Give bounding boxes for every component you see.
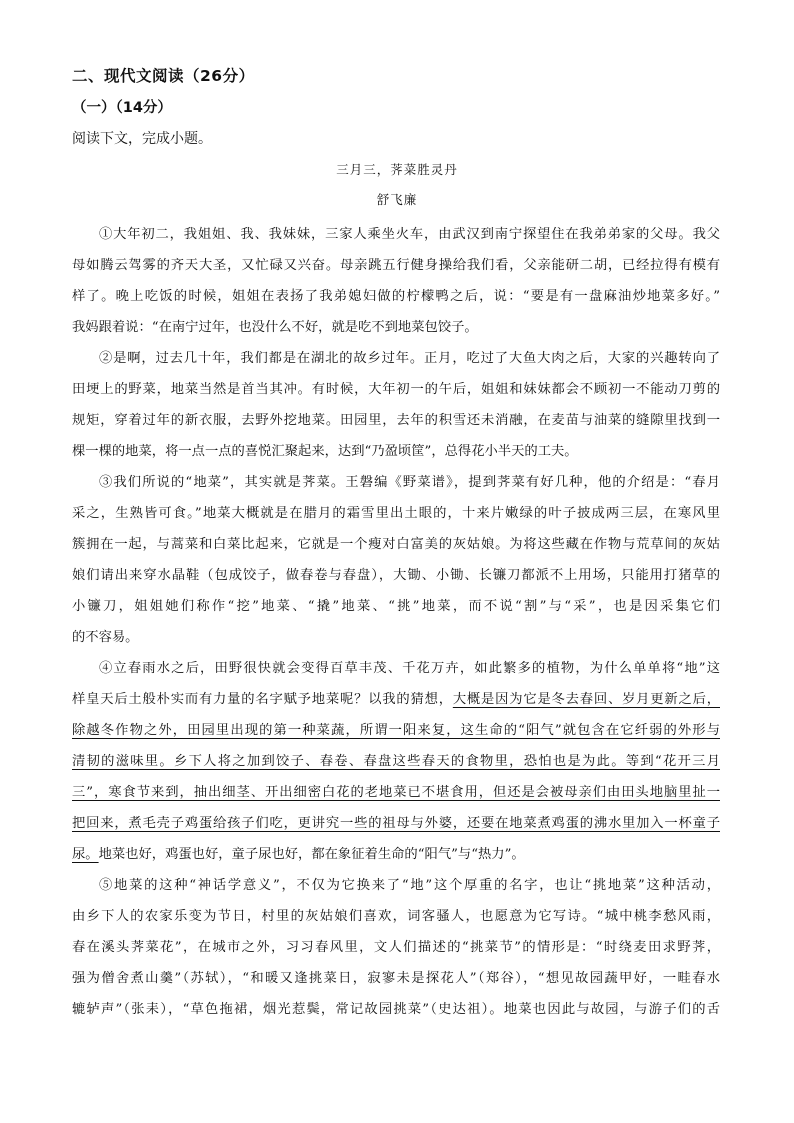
paragraph-line: 春在溪头荠菜花”，在城市之外，习习春风里，文人们描述的“挑菜节”的情形是：“时绕麦田求野荠， bbox=[72, 940, 720, 955]
paragraph-1 bbox=[72, 219, 720, 343]
line-text: 样皇天后土般朴实而有力量的名字赋予地菜呢？以我的猜想， bbox=[72, 692, 453, 707]
paragraph-line: 田埂上的野菜，地菜当然是首当其冲。有时候，大年初一的午后，姐姐和妹妹都会不顾初一不能动刀剪的 bbox=[72, 382, 720, 397]
paragraph-line bbox=[72, 684, 720, 715]
paragraph-2 bbox=[72, 343, 720, 467]
paragraph-line: 母如腾云驾雾的齐天大圣，又忙碌又兴奋。母亲跳五行健身操给我们看，父亲能研二胡，已经拉得有模有 bbox=[72, 258, 720, 273]
underlined-passage: 把回来，煮毛壳子鸡蛋给孩子们吃，更讲究一些的祖母与外婆，还要在地菜煮鸡蛋的沸水里加入一杯童子 bbox=[72, 816, 720, 831]
paragraph-line: ①大年初二，我姐姐、我、我妹妹，三家人乘坐火车，由武汉到南宁探望住在我弟弟家的父母。我父 bbox=[99, 227, 720, 242]
paragraph-line bbox=[72, 839, 720, 870]
paragraph-line: 娘们请出来穿水晶鞋（包成饺子，做春卷与春盘），大锄、小锄、长镰刀都派不上用场，只能用打猪草的 bbox=[72, 568, 720, 583]
paragraph-line: ②是啊，过去几十年，我们都是在湖北的故乡过年。正月，吃过了大鱼大肉之后，大家的兴趣转向了 bbox=[99, 351, 720, 366]
paragraph-5 bbox=[72, 870, 720, 1025]
article-author: 舒飞廉 bbox=[376, 192, 418, 207]
paragraph-line: 采之，生熟皆可食。”地菜大概就是在腊月的霜雪里出土眼的，十来片嫩绿的叶子披成两三层，在寒风里 bbox=[72, 506, 720, 521]
paragraph-line: 辘轳声”（张耒），“草色拖裙，烟光惹鬓，常记故园挑菜”（史达祖）。地菜也因此与故园，与游子们的舌 bbox=[72, 1002, 720, 1017]
paragraph-line: 规矩，穿着过年的新衣服，去野外挖地菜。田园里，去年的积雪还未消融，在麦苗与油菜的缝隙里找到一 bbox=[72, 413, 720, 428]
underlined-passage: 除越冬作物之外，田园里出现的第一种菜蔬，所谓一阳来复，这生命的“阳气”就包含在它纤弱的外形与 bbox=[72, 723, 720, 738]
underlined-passage: 尿。 bbox=[72, 847, 99, 862]
paragraph-line: 强为僧舍煮山羹”（苏轼），“和暖又逢挑菜日，寂寥未是探花人”（郑谷），“想见故园蔬甲好，一畦春水 bbox=[72, 971, 720, 986]
paragraph-line: 的不容易。 bbox=[72, 630, 139, 645]
underlined-passage: 大概是因为它是冬去春回、岁月更新之后， bbox=[452, 692, 720, 707]
paragraph-line: ③我们所说的“地菜”，其实就是荠菜。王磐编《野菜谱》，提到荠菜有好几种，他的介绍是：“春月 bbox=[99, 475, 720, 490]
underlined-passage: 清韧的滋味里。乡下人将之加到饺子、春卷、春盘这些春天的食物里，恐怕也是为此。等到“花开三月 bbox=[72, 754, 720, 769]
paragraph-line: 簇拥在一起，与蒿菜和白菜比起来，它就是一个瘦对白富美的灰姑娘。为将这些藏在作物与荒草间的灰姑 bbox=[72, 537, 720, 552]
paragraph-line: 样了。晚上吃饭的时候，姐姐在表扬了我弟媳妇做的柠檬鸭之后，说：“要是有一盘麻油炒地菜多好。” bbox=[72, 289, 720, 304]
section-heading: 二、现代文阅读（26分） bbox=[72, 67, 255, 85]
line-text: 地菜也好，鸡蛋也好，童子尿也好，都在象征着生命的“阳气”与“热力”。 bbox=[98, 847, 525, 862]
paragraph-line: 小镰刀，姐姐她们称作“挖”地菜、“撬”地菜、“挑”地菜，而不说“割”与“采”，也是因采集它们 bbox=[72, 599, 720, 614]
paragraph-line: 我妈跟着说：“在南宁过年，也没什么不好，就是吃不到地菜包饺子。 bbox=[72, 320, 478, 335]
article-title: 三月三，荠菜胜灵丹 bbox=[336, 162, 458, 177]
paragraph-3 bbox=[72, 467, 720, 653]
paragraph-line: 棵一棵的地菜，将一点一点的喜悦汇聚起来，达到“乃盈顷筐”，总得花小半天的工夫。 bbox=[72, 444, 578, 459]
subsection-heading: （一）（14分） bbox=[72, 100, 172, 116]
underlined-passage: 三”，寒食节来到，抽出细茎、开出细密白花的老地菜已不堪食用，但还是会被母亲们由田头地脑里扯一 bbox=[72, 785, 720, 800]
paragraph-line: ④立春雨水之后，田野很快就会变得百草丰茂、千花万卉，如此繁多的植物，为什么单单将“地”这 bbox=[99, 661, 720, 676]
paragraph-line: 由乡下人的农家乐变为节日，村里的灰姑娘们喜欢，词客骚人，也愿意为它写诗。“城中桃李愁风雨， bbox=[72, 909, 720, 924]
paragraph-4 bbox=[72, 653, 720, 870]
paragraph-line: ⑤地菜的这种“神话学意义”，不仅为它换来了“地”这个厚重的名字，也让“挑地菜”这种活动， bbox=[99, 878, 720, 893]
reading-instruction: 阅读下文，完成小题。 bbox=[72, 131, 212, 147]
